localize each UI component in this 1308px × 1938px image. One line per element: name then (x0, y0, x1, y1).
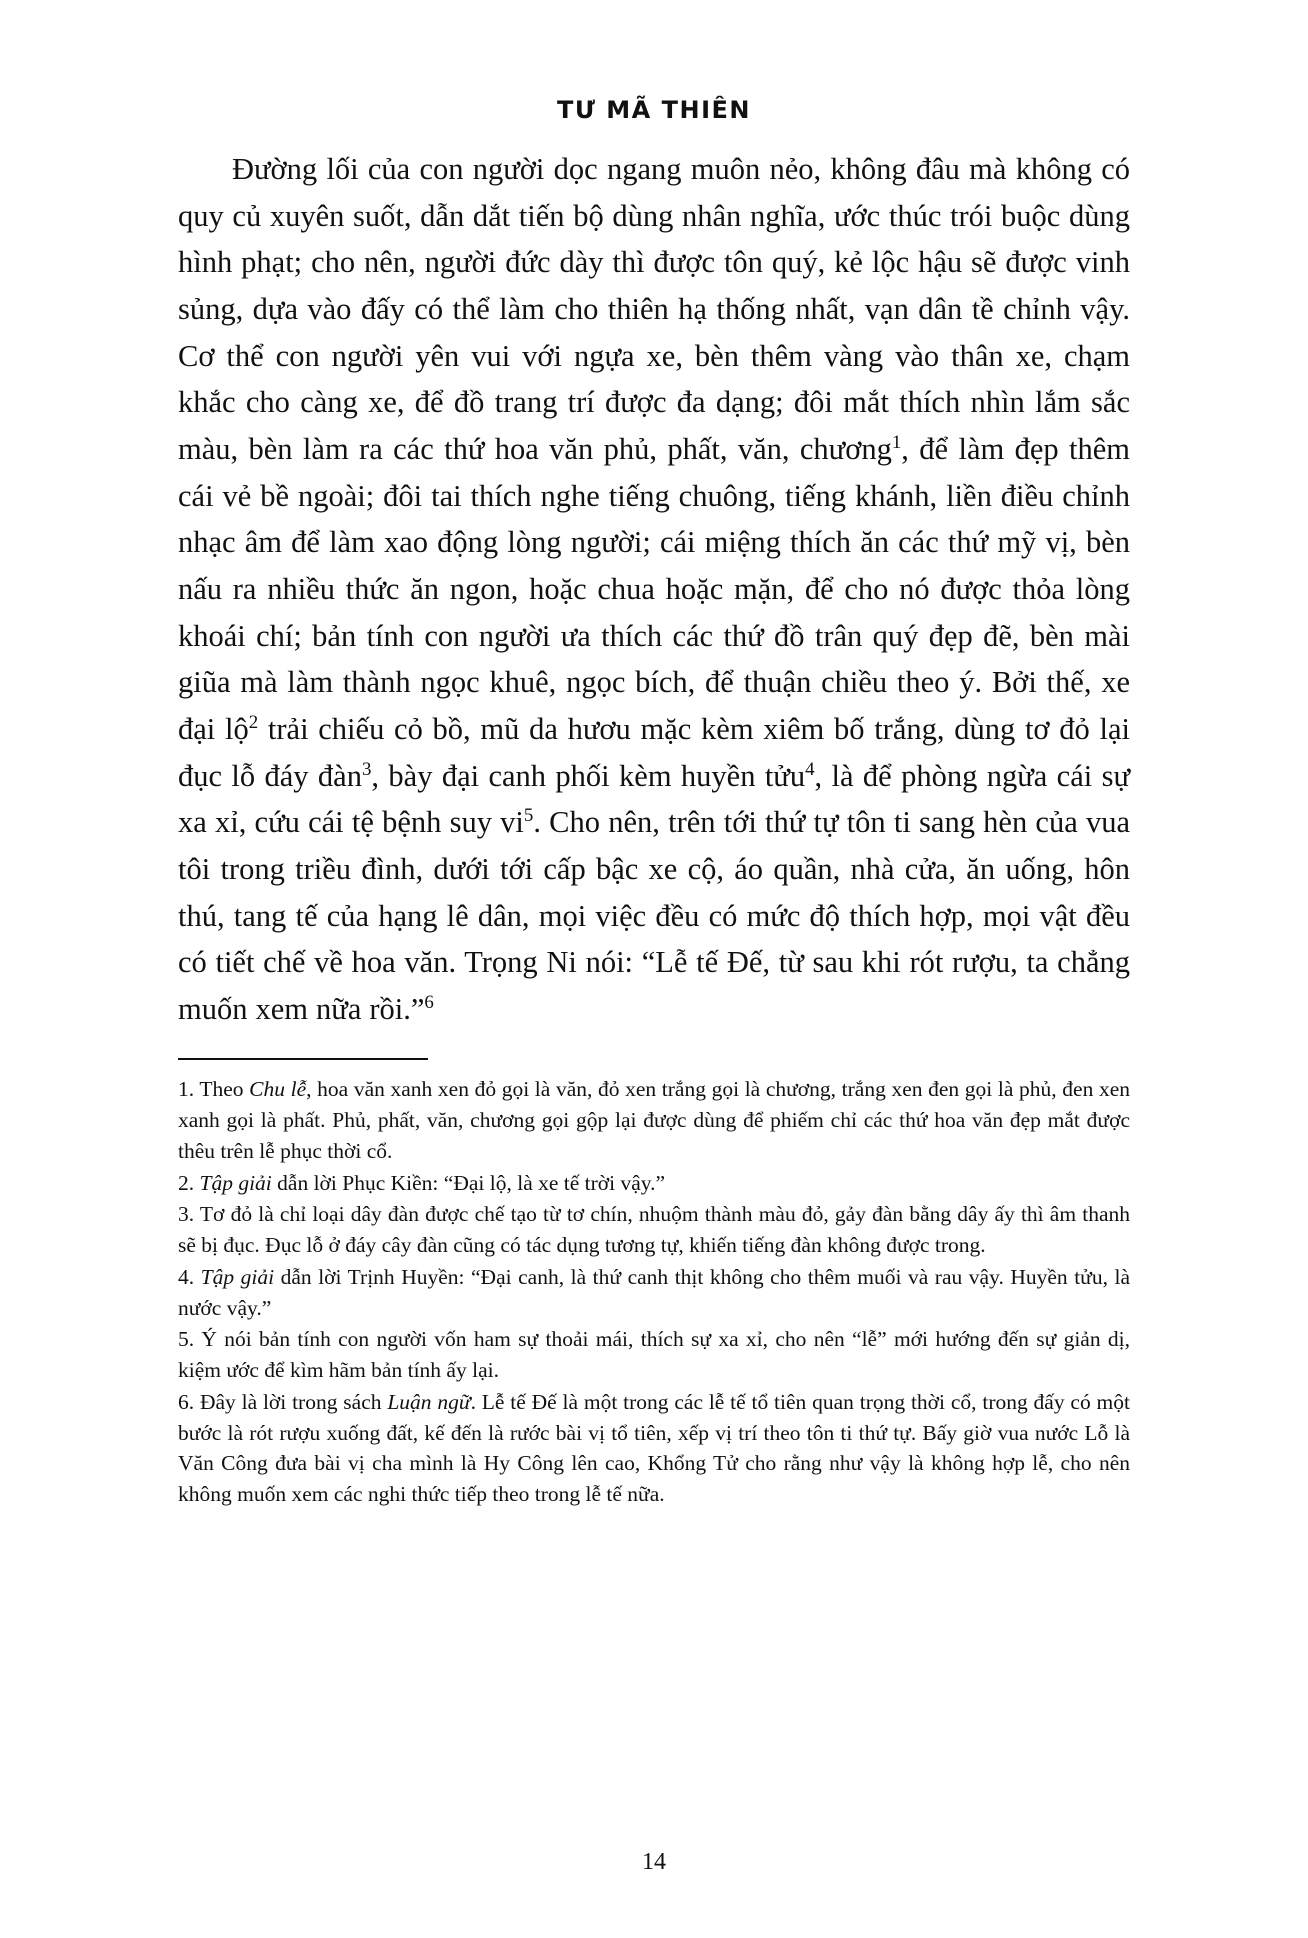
page-number: 14 (642, 1849, 666, 1875)
footnote-number: 3. (178, 1202, 195, 1227)
footnote-item: 6. Đây là lời trong sách Luận ngữ. Lễ tế Đế là một trong các lễ tế tổ tiên quan trọng thời cổ, trong đấy có một bước là rót rượu xuống đất, kế đến là rước bài vị tổ tiên, xếp vị trí theo tôn ti thứ tự. Bấy giờ vua nước Lỗ là Văn Công đưa bài vị cha mình là Hy Công lên cao, Khổng Tử cho rằng như vậy là không hợp lễ, cho nên không muốn xem các nghi thức tiếp theo trong lễ tế nữa. (178, 1389, 1130, 1507)
footnotes-block (178, 1074, 1130, 1509)
footnote-number: 2. (178, 1170, 195, 1195)
footnote-title: Tập giải (200, 1264, 275, 1289)
footnote-title: Chu lễ (249, 1077, 307, 1102)
footnote-marker: 6 (424, 991, 434, 1013)
footnote-title: Tập giải (199, 1170, 272, 1195)
footnote-marker: 2 (248, 711, 259, 733)
footnote-marker: 4 (805, 758, 815, 780)
footnote-item: 1. Theo Chu lễ, hoa văn xanh xen đỏ gọi là văn, đỏ xen trắng gọi là chương, trắng xen đen gọi là phủ, đen xen xanh gọi là phất. Phủ, phất, văn, chương gọi gộp lại được dùng để phiếm chỉ các thứ hoa văn đẹp mắt được thêu trên lễ phục thời cổ. (178, 1077, 1130, 1163)
footnote-item: 3. Tơ đỏ là chỉ loại dây đàn được chế tạo từ tơ chín, nhuộm thành màu đỏ, gảy đàn bằng dây ấy thì âm thanh sẽ bị đục. Đục lỗ ở đáy cây đàn cũng có tác dụng tương tự, khiến tiếng đàn không được trong. (178, 1202, 1130, 1258)
footnote-marker: 3 (361, 758, 372, 780)
footnote-marker: 5 (523, 805, 534, 827)
footnote-item: 5. Ý nói bản tính con người vốn ham sự thoải mái, thích sự xa xỉ, cho nên “lễ” mới hướng đến sự giản dị, kiệm ước để kìm hãm bản tính ấy lại. (178, 1327, 1130, 1383)
body-paragraph: Đường lối của con người dọc ngang muôn nẻo, không đâu mà không có quy củ xuyên suốt, dẫn dắt tiến bộ dùng nhân nghĩa, ước thúc trói buộc dùng hình phạt; cho nên, người đức dày thì được tôn quý, kẻ lộc hậu sẽ được vinh sủng, dựa vào đấy có thể làm cho thiên hạ thống nhất, vạn dân tề chỉnh vậy. Cơ thể con người yên vui với ngựa xe, bèn thêm vàng vào thân xe, chạm khắc cho càng xe, để đồ trang trí được đa dạng; đôi mắt thích nhìn lắm sắc màu, bèn làm ra các thứ hoa văn phủ, phất, văn, chương$^1$, để làm đẹp thêm cái vẻ bề ngoài; đôi tai thích nghe tiếng chuông, tiếng khánh, liền điều chỉnh nhạc âm để làm xao động lòng người; cái miệng thích ăn các thứ mỹ vị, bèn nấu ra nhiều thức ăn ngon, hoặc chua hoặc mặn, để cho nó được thỏa lòng khoái chí; bản tính con người ưa thích các thứ đồ trân quý đẹp đẽ, bèn mài giũa mà làm thành ngọc khuê, ngọc bích, để thuận chiều theo ý. Bởi thế, xe đại lộ$^2$ trải chiếu cỏ bồ, mũ da hươu mặc kèm xiêm bố trắng, dùng tơ đỏ lại đục lỗ đáy đàn$^3$, bày đại canh phối kèm huyền tửu$^4$, là để phòng ngừa cái sự xa xỉ, cứu cái tệ bệnh suy $vi^5$. Cho nên, trên tới thứ tự tôn ti sang hèn của vua tôi trong triều đình, dưới tới cấp bậc xe cộ, áo quần, nhà cửa, ăn uống, hôn thú, tang tế của hạng lê dân, mọi việc đều có mức độ thích hợp, mọi vật đều có tiết chế về hoa văn. Trọng Ni nói: “Lễ tế Đế, từ sau khi rót rượu, ta chẳng muốn xem nữa rồi.”$^6$ (178, 152, 1130, 1026)
footnote-separator-rule (178, 1058, 428, 1060)
footnote-number: 1. (178, 1077, 195, 1102)
footnote-item: 2. Tập giải dẫn lời Phục Kiền: “Đại lộ, là xe tế trời vậy.” (178, 1170, 666, 1195)
running-head: TƯ MÃ THIÊN (557, 96, 751, 124)
footnote-number: 5. (178, 1327, 195, 1352)
footnote-number: 4. (178, 1264, 195, 1289)
footnote-item: 4. Tập giải dẫn lời Trịnh Huyền: “Đại canh, là thứ canh thịt không cho thêm muối và rau vậy. Huyền tửu, là nước vậy.” (178, 1264, 1130, 1320)
footnote-title: Luận ngữ (387, 1389, 471, 1414)
footnote-number: 6. (178, 1389, 195, 1414)
footnote-marker: 1 (891, 431, 902, 453)
